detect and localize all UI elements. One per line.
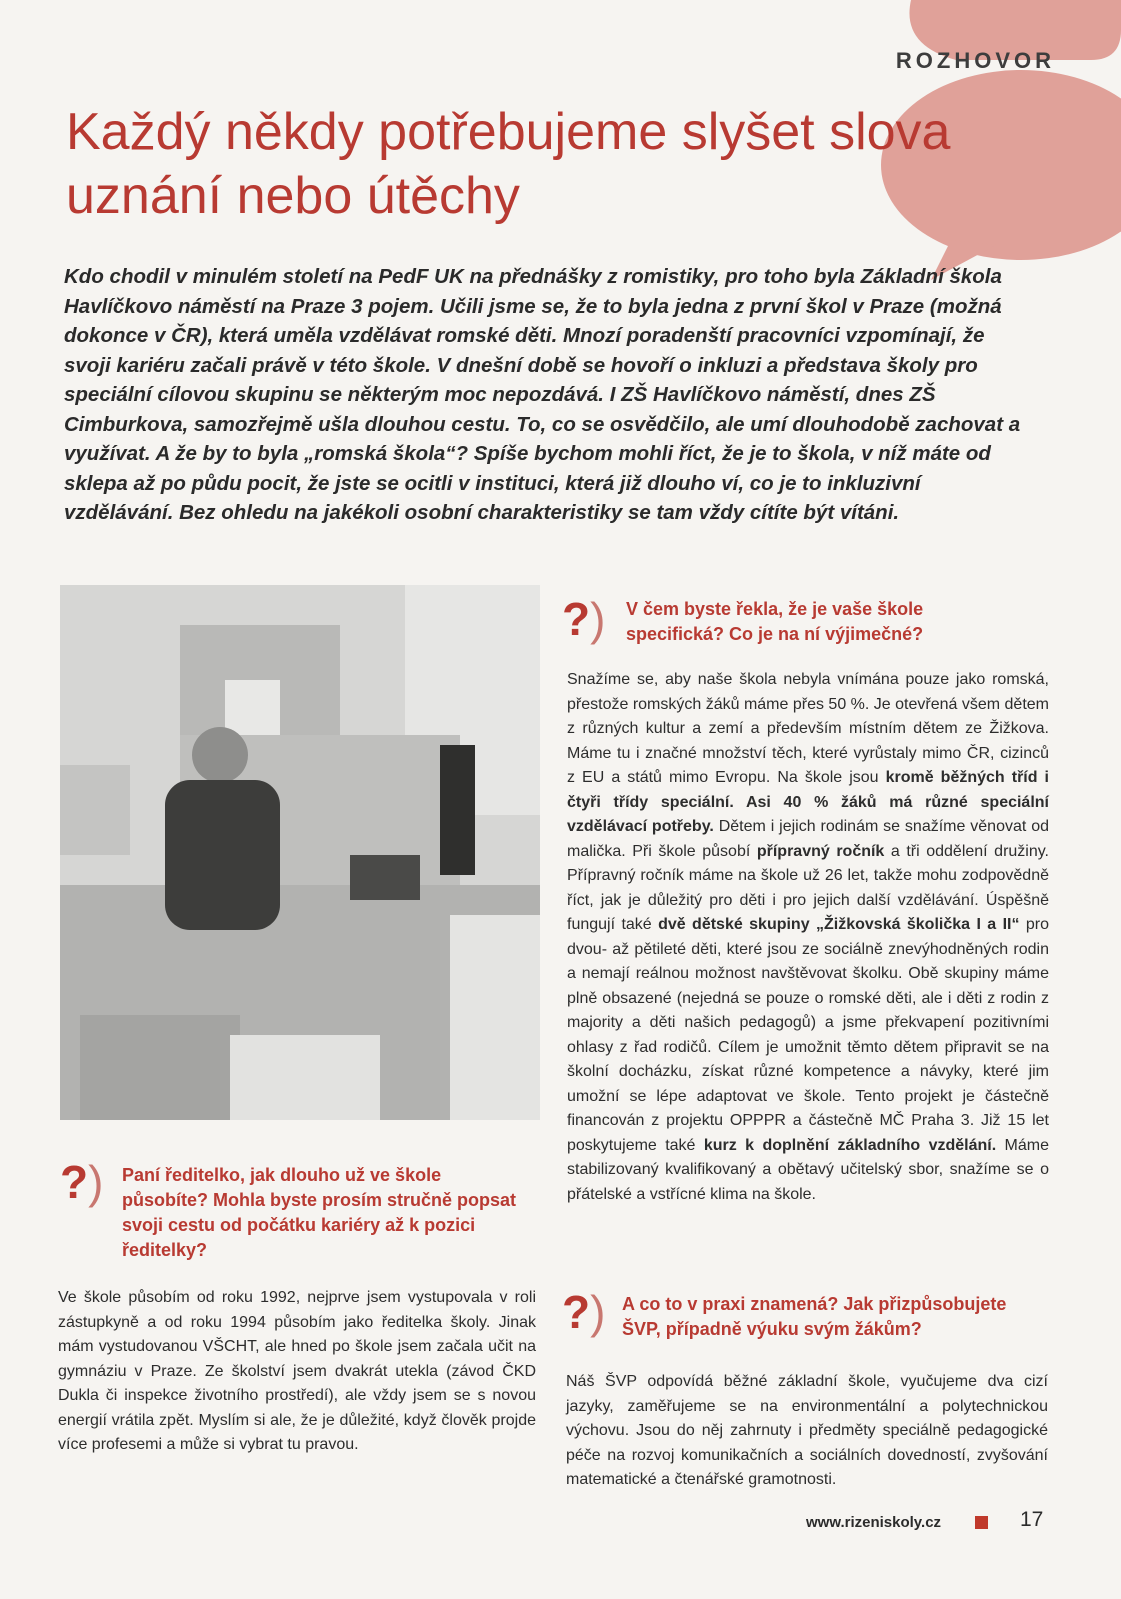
footer-square-icon: [975, 1516, 988, 1529]
section-label: ROZHOVOR: [895, 48, 1055, 73]
question-3: A co to v praxi znamená? Jak přizpůsobujete ŠVP, případně výuku svým žákům?: [622, 1294, 1007, 1339]
question-mark-icon: ?): [562, 593, 606, 645]
answer-1: Ve škole působím od roku 1992, nejprve jsem vystupovala v roli zástupkyně a od roku 1994 působím jako ředitelka školy. Jinak mám vystudovanou VŠCHT, ale hned po škole jsem začala učit na gymnáziu v Praze. Ze školství jsem dvakrát utekla (závod ČKD Dukla či inspekce životního prostředí), ale vždy jsem se s novou energií vrátila zpět. Myslím si ale, že je důležité, když člověk projde více profesemi a může si vybrat tu pravou.: [58, 1289, 536, 1453]
question-mark-icon: ?): [562, 1286, 606, 1338]
title-line-2: uznání nebo útěchy: [66, 167, 520, 225]
principal-photo: [60, 585, 540, 1120]
question-2: V čem byste řekla, že je vaše škole specifická? Co je na ní výjimečné?: [626, 599, 924, 644]
question-mark-icon: ?): [60, 1156, 104, 1208]
title-line-1: Každý někdy potřebujeme slyšet slova: [66, 103, 951, 161]
article-title: [66, 100, 1026, 228]
lead-paragraph: Kdo chodil v minulém století na PedF UK na přednášky z romistiky, pro toho byla Základní škola Havlíčkovo náměstí na Praze 3 pojem. Učili jsme se, že to byla jedna z první škol v Praze (možná dokonce v ČR), která uměla vzdělávat romské děti. Mnozí poradenští pracovníci vzpomínají, že svoji kariéru začali právě v této škole. V dnešní době se hovoří o inkluzi a představa školy pro speciální cílovou skupinu se některým moc nepozdává. I ZŠ Havlíčkovo náměstí, dnes ZŠ Cimburkova, samozřejmě ušla dlouhou cestu. To, co se osvědčilo, ale umí dlouhodobě zachovat a využívat. A že by to byla „romská škola“? Spíše bychom mohli říct, že je to škola, v níž máte od sklepa až po půdu pocit, že jste se ocitli v instituci, která již dlouho ví, co je to inkluzivní vzdělávání. Bez ohledu na jakékoli osobní charakteristiky se tam vždy cítíte být vítáni.: [64, 265, 1021, 524]
question-1: Paní ředitelko, jak dlouho už ve škole působíte? Mohla byste prosím stručně popsat svoji cestu od počátku kariéry až k pozici ředitelky?: [122, 1165, 517, 1260]
answer-2: Snažíme se, aby naše škola nebyla vnímána pouze jako romská, přestože romských žáků máme přes 50 %. Je otevřená všem dětem z různých kultur a zemí a především místním dětem ze Žižkova. Máme tu i značné množství těch, které vyrůstaly mimo ČR, cizinců z EU a států mimo Evropu. Na škole jsou kromě běžných tříd i čtyři třídy speciální. Asi 40 % žáků má různé speciální vzdělávací potřeby. Dětem i jejich rodinám se snažíme věnovat od malička. Při škole působí přípravný ročník a tři oddělení družiny. Přípravný ročník máme na škole už 26 let, takže mohu zodpovědně říct, jak je důležitý pro děti i pro jejich další vzdělávání. Úspěšně fungují také dvě dětské skupiny „Žižkovská školička I a II“ pro dvou- až pětileté děti, které jsou ze sociálně znevýhodněných rodin a nemají reálnou možnost navštěvovat školku. Obě skupiny máme plně obsazené (nejedná se pouze o romské děti, ale i děti z rodin z majority a děti našich pedagogů) a jsme překvapení pozitivními ohlasy z řad rodičů. Cílem je umožnit těmto dětem připravit se na školní docházku, získat různé kompetence a návyky, které jim umožní se lépe adaptovat ve škole. Tento projekt je částečně financován z projektu OPPPR a částečně MČ Praha 3. Již 15 let poskytujeme také kurz k doplnění základního vzdělání. Máme stabilizovaný kvalifikovaný a obětavý učitelský sbor, snažíme se o přátelské a vstřícné klima na škole.: [567, 671, 1050, 1203]
footer-url: www.rizeniskoly.cz: [806, 1514, 942, 1531]
page-number: 17: [1020, 1508, 1044, 1531]
answer-3: Náš ŠVP odpovídá běžné základní škole, vyučujeme dva cizí jazyky, zaměřujeme se na environmentální a polytechnickou výchovu. Jsou do něj zahrnuty i předměty speciálně pedagogické péče na rozvoj komunikačních a sociálních dovedností, zvyšování matematické a čtenářské gramotnosti.: [566, 1373, 1048, 1488]
